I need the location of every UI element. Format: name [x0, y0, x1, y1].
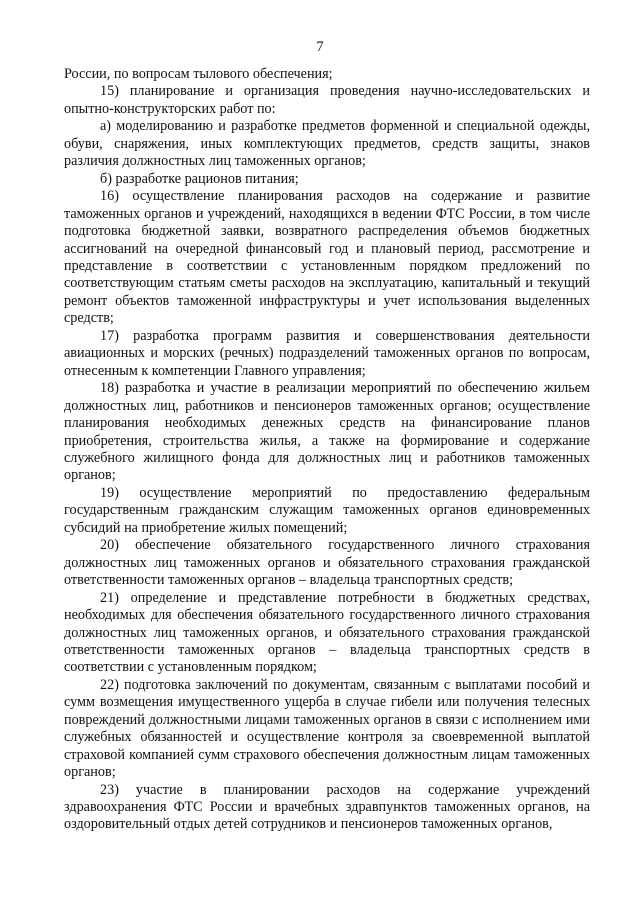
- paragraph-item-20: 20) обеспечение обязательного государственного личного страхования должностных лиц таможенных органов и обязательного страхования гражданской ответственности таможенных органов – владельца транспортных средств;: [64, 537, 590, 589]
- paragraph-item-15b: б) разработке рационов питания;: [100, 170, 299, 187]
- paragraph-item-16: 16) осуществление планирования расходов на содержание и развитие таможенных органов и учреждений, находящихся в ведении ФТС России, в том числе подготовка бюджетной заявки, возвратного распределения объемов бюджетных ассигнований на очередной финансовый год и плановый период, рассмотрение и представление в соответствии с установленным порядком предложений по соответствующим статьям сметы расходов на эксплуатацию, капитальный и текущий ремонт объектов таможенной инфраструктуры и учет использования выделенных средств;: [64, 188, 590, 327]
- document-body: [64, 66, 590, 834]
- paragraph-item-15: 15) планирование и организация проведения научно-исследовательских и опытно-конструкторских работ по:: [64, 83, 590, 117]
- paragraph-continuation: России, по вопросам тылового обеспечения;: [64, 66, 333, 82]
- paragraph-item-23: 23) участие в планировании расходов на содержание учреждений здравоохранения ФТС России и врачебных здравпунктов таможенных органов, на оздоровительный отдых детей сотрудников и пенсионеров таможенных органов,: [64, 781, 590, 833]
- paragraph-item-17: 17) разработка программ развития и совершенствования деятельности авиационных и морских (речных) подразделений таможенных органов по вопросам, отнесенным к компетенции Главного управления;: [64, 327, 590, 379]
- paragraph-item-19: 19) осуществление мероприятий по предоставлению федеральным государственным гражданским служащим таможенных органов единовременных субсидий на приобретение жилых помещений;: [64, 484, 590, 536]
- paragraph-item-15a: а) моделированию и разработке предметов форменной и специальной одежды, обуви, снаряжения, иных комплектующих предметов, средств защиты, знаков различия должностных лиц таможенных органов;: [64, 118, 590, 170]
- paragraph-item-22: 22) подготовка заключений по документам, связанным с выплатами пособий и сумм возмещения имущественного ущерба в случае гибели или получения телесных повреждений должностными лицами таможенных органов в связи с исполнением ими служебных обязанностей и осуществление контроля за своевременной выплатой страховой компанией сумм страхового обеспечения должностным лицам таможенных органов;: [64, 676, 590, 781]
- paragraph-item-21: 21) определение и представление потребности в бюджетных средствах, необходимых для обеспечения обязательного государственного личного страхования должностных лиц таможенных органов, и обязательного страхования гражданской ответственности таможенных органов – владельца транспортных средств в соответствии с установленным порядком;: [64, 589, 590, 676]
- paragraph-item-18: 18) разработка и участие в реализации мероприятий по обеспечению жильем должностных лиц, работников и пенсионеров таможенных органов; осуществление планирования необходимых денежных средств на финансирование планов приобретения, строительства жилья, а также на формирование и содержание служебного жилищного фонда для должностных лиц и работников таможенных органов;: [64, 380, 590, 484]
- page-number: 7: [316, 39, 324, 55]
